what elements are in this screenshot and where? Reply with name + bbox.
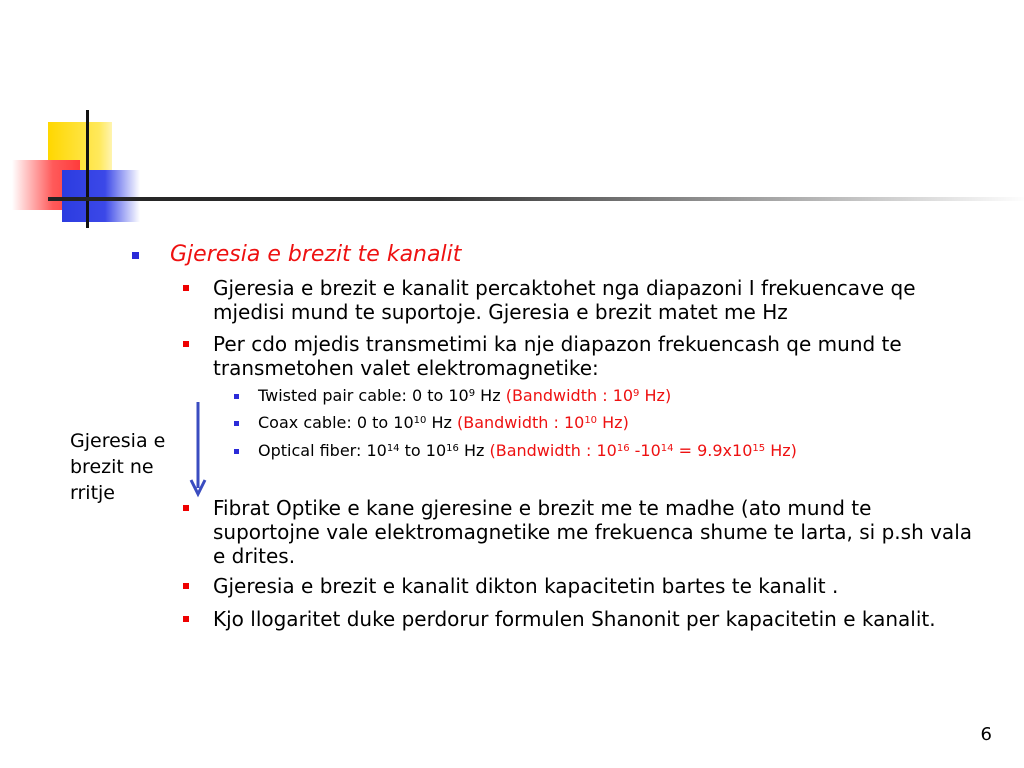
unit: Hz xyxy=(475,386,506,405)
unit: Hz xyxy=(426,413,457,432)
bullet-bandwidth-definition: Gjeresia e brezit e kanalit percaktohet nga diapazoni I frekuencave qe mjedisi mund te suportoje. Gjeresia e brezit matet me Hz xyxy=(213,276,983,324)
bandwidth-unit: Hz) xyxy=(639,386,672,405)
media-label: Twisted pair cable: 0 to 10 xyxy=(258,386,469,405)
arrow-down-icon xyxy=(188,402,208,498)
horizontal-rule-decoration xyxy=(48,197,1024,201)
blue-square-decoration xyxy=(62,170,140,222)
bandwidth-exponent-3: 15 xyxy=(752,443,766,454)
exponent-from: 14 xyxy=(386,443,400,454)
bullet-optical-fiber-bandwidth: Fibrat Optike e kane gjeresine e brezit me te madhe (ato mund te suportojne vale elektromagnetike me frekuenca shume te larta, si p.sh vala e drites. xyxy=(213,496,983,568)
media-item-twisted-pair xyxy=(258,386,978,406)
exponent-to: 16 xyxy=(446,443,459,454)
bullet-medium-frequency-range: Per cdo mjedis transmetimi ka nje diapazon frekuencash qe mund te transmetohen valet elektromagnetike: xyxy=(213,332,983,380)
exponent: 10 xyxy=(413,415,427,426)
bandwidth-minus: -10 xyxy=(629,441,661,460)
bandwidth-note xyxy=(489,441,796,460)
bandwidth-equals: = 9.9x10 xyxy=(673,441,753,460)
vertical-rule-decoration xyxy=(86,110,89,228)
page-number: 6 xyxy=(980,724,992,745)
bandwidth-exponent: 9 xyxy=(633,388,640,399)
bandwidth-unit: Hz) xyxy=(765,441,797,460)
bandwidth-exponent-1: 16 xyxy=(616,443,630,454)
bandwidth-note xyxy=(457,413,629,432)
bandwidth-unit: Hz) xyxy=(597,413,629,432)
exponent: 9 xyxy=(468,388,476,399)
increasing-bandwidth-label: Gjeresia e brezit ne rritje xyxy=(70,430,166,504)
bandwidth-label: (Bandwidth : 10 xyxy=(505,386,634,405)
bullet-shannon-formula: Kjo llogaritet duke perdorur formulen Shanonit per kapacitetin e kanalit. xyxy=(213,607,983,631)
to-text: to 10 xyxy=(399,441,447,460)
bandwidth-label: (Bandwidth : 10 xyxy=(489,441,617,460)
heading-bullet: Gjeresia e brezit te kanalit xyxy=(170,242,462,267)
media-label: Coax cable: 0 to 10 xyxy=(258,413,414,432)
unit: Hz xyxy=(458,441,490,460)
bandwidth-exponent: 10 xyxy=(584,415,598,426)
bandwidth-label: (Bandwidth : 10 xyxy=(456,413,585,432)
media-label: Optical fiber: 10 xyxy=(258,441,387,460)
bandwidth-note xyxy=(506,386,671,405)
bandwidth-exponent-2: 14 xyxy=(660,443,674,454)
bullet-channel-capacity: Gjeresia e brezit e kanalit dikton kapacitetin bartes te kanalit . xyxy=(213,574,983,598)
media-item-coax xyxy=(258,413,978,433)
media-item-optical-fiber xyxy=(258,441,978,461)
